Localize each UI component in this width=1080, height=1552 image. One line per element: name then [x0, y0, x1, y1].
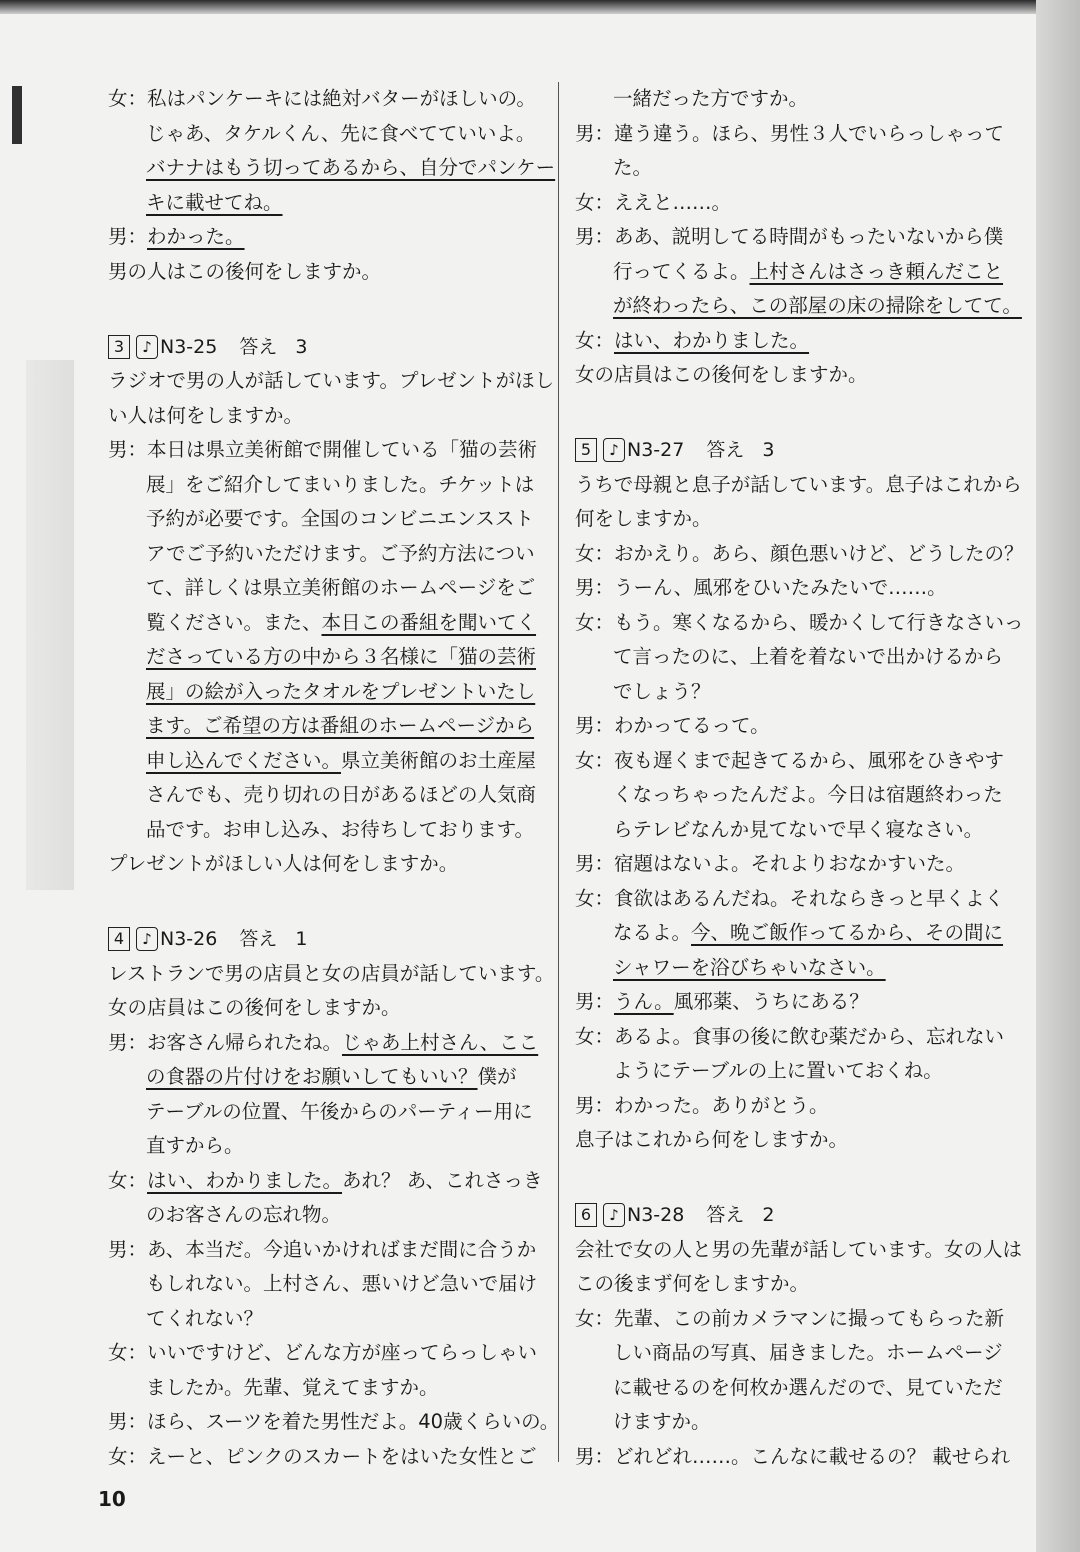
- audio-note-icon: ♪: [136, 927, 158, 951]
- right-column: [575, 82, 1023, 1474]
- left-column: [108, 82, 560, 1474]
- dialogue-text: に載せるのを何枚か選んだので、見ていただ: [613, 1375, 1003, 1399]
- dialogue-line: [575, 1020, 1023, 1055]
- dialogue-text: アでご予約いただけます。ご予約方法につい: [146, 541, 535, 565]
- speaker-label: 女：: [108, 1341, 148, 1364]
- dialogue-line: [108, 571, 544, 606]
- underlined-text: 申し込んでください。: [146, 748, 342, 772]
- question-header: [575, 433, 1023, 468]
- speaker-label: 女：: [575, 541, 615, 565]
- speaker-label: 男：: [108, 438, 148, 461]
- question-line: プレゼントがほしい人は何をしますか。: [108, 852, 459, 875]
- dialogue-line: [108, 117, 544, 152]
- answer-value: 3: [295, 335, 308, 358]
- dialogue-line: [108, 1336, 544, 1371]
- dialogue-line: [575, 571, 1023, 606]
- dialogue-text: おかえり。あら、顔色悪いけど、どうしたの？: [614, 541, 1024, 565]
- question-line: 息子はこれから何をしますか。: [575, 1128, 849, 1151]
- underlined-text: ださっている方の中から３名様に「猫の芸術: [146, 645, 537, 668]
- underlined-text: が終わったら、この部屋の床の掃除をしてて。: [613, 294, 1022, 317]
- dialogue-text: いいですけど、どんな方が座ってらっしゃい: [147, 1341, 538, 1364]
- speaker-label: 女：: [575, 190, 615, 214]
- audio-note-icon: ♪: [603, 1203, 625, 1227]
- dialogue-text: た。: [613, 156, 653, 179]
- dialogue-line: [575, 882, 1023, 917]
- dialogue-line: [108, 606, 544, 641]
- dialogue-line: [575, 220, 1023, 255]
- dialogue-line: [575, 1371, 1023, 1406]
- track-id: N3-26: [160, 928, 218, 950]
- question-text: 男の人はこの後何をしますか。: [108, 259, 382, 283]
- underlined-text: わかった。: [147, 225, 245, 248]
- dialogue-line: [108, 537, 544, 572]
- dialogue-line: [108, 1371, 544, 1406]
- dialogue-line: [575, 675, 1023, 710]
- underlined-text: ます。ご希望の方は番組のホームページから: [146, 714, 535, 737]
- question-intro: 女の店員はこの後何をしますか。: [108, 996, 401, 1019]
- question-intro: ラジオで男の人が話しています。プレゼントがほし: [108, 369, 555, 392]
- dialogue-text: 宿題はないよ。それよりおなかすいた。: [614, 852, 966, 875]
- scan-right-edge: [1036, 0, 1080, 1552]
- spacer: [575, 1158, 1023, 1193]
- page-number: 10: [98, 1487, 126, 1511]
- dialogue-text: あれ？ あ、これさっき: [342, 1168, 543, 1192]
- dialogue-line: [575, 916, 1023, 951]
- dialogue-text: 覧ください。また、: [146, 610, 322, 634]
- dialogue-line: [575, 744, 1023, 779]
- dialogue-line: [575, 186, 1023, 221]
- dialogue-text: 県立美術館のお土産屋: [341, 748, 537, 772]
- underlined-text: の食器の片付けをお願いしてもいい？: [146, 1065, 478, 1088]
- dialogue-line: [108, 709, 544, 744]
- speaker-label: 女：: [575, 886, 615, 910]
- dialogue-text: どれどれ……。こんなに載せるの？ 載せられ: [614, 1444, 1011, 1468]
- dialogue-text: らテレビなんか見てないで早く寝なさい。: [613, 817, 984, 841]
- dialogue-line: [575, 1302, 1023, 1337]
- dialogue-text: 先輩、この前カメラマンに撮ってもらった新: [614, 1306, 1005, 1330]
- speaker-label: 男：: [108, 1030, 148, 1054]
- dialogue-text: テーブルの位置、午後からのパーティー用に: [146, 1099, 533, 1123]
- speaker-label: 男：: [575, 852, 615, 875]
- dialogue-line: [575, 289, 1023, 324]
- dialogue-line: [575, 151, 1023, 186]
- question-line: [575, 358, 1023, 393]
- speaker-label: 男：: [108, 1410, 148, 1433]
- dialogue-line: [575, 951, 1023, 986]
- answer-label: 答え: [706, 1204, 745, 1226]
- dialogue-text: くなっちゃったんだよ。今日は宿題終わった: [613, 783, 1003, 806]
- dialogue-line: [575, 813, 1023, 848]
- question-header: [575, 1198, 1023, 1233]
- underlined-text: キに載せてね。: [146, 190, 283, 214]
- question-number: 5: [575, 438, 597, 462]
- question-number: 6: [575, 1203, 597, 1227]
- dialogue-text: けますか。: [613, 1410, 711, 1433]
- speaker-label: 女：: [575, 610, 615, 634]
- underlined-text: 今、晩ご飯作ってるから、その間に: [691, 921, 1004, 944]
- dialogue-line: [108, 1440, 544, 1475]
- dialogue-line: [108, 1060, 544, 1095]
- answer-label: 答え: [239, 928, 278, 950]
- question-text: 女の店員はこの後何をしますか。: [575, 363, 868, 386]
- dialogue-line: [108, 433, 544, 468]
- dialogue-line: [575, 1405, 1023, 1440]
- dialogue-line: [108, 186, 544, 221]
- dialogue-text: て言ったのに、上着を着ないで出かけるから: [613, 645, 1004, 668]
- dialogue-line: [575, 255, 1023, 290]
- dialogue-text: 風邪薬、うちにある？: [673, 990, 869, 1013]
- spacer: [108, 882, 544, 917]
- spacer: [575, 393, 1023, 428]
- dialogue-text: 本日は県立美術館で開催している「猫の芸術: [147, 438, 538, 461]
- dialogue-line: [108, 468, 544, 503]
- dialogue-line: [575, 1336, 1023, 1371]
- dialogue-line: [108, 1267, 544, 1302]
- dialogue-text: じゃあ、タケルくん、先に食べてていいよ。: [146, 121, 536, 145]
- speaker-label: 男：: [575, 225, 615, 248]
- speaker-label: 女：: [575, 328, 615, 352]
- dialogue-line: [108, 1129, 544, 1164]
- dialogue-text: 行ってくるよ。: [613, 259, 750, 283]
- dialogue-text: 私はパンケーキには絶対バターがほしいの。: [147, 87, 536, 110]
- speaker-label: 女：: [575, 1306, 615, 1330]
- underlined-text: シャワーを浴びちゃいなさい。: [613, 955, 886, 979]
- dialogue-text: あ、本当だ。今追いかければまだ間に合うか: [147, 1237, 537, 1261]
- margin-strip: [26, 360, 74, 890]
- dialogue-text: 展」をご紹介してまいりました。チケットは: [146, 472, 535, 496]
- dialogue-line: [108, 82, 544, 117]
- dialogue-line: [575, 117, 1023, 152]
- speaker-label: 男：: [108, 225, 148, 248]
- question-intro: い人は何をしますか。: [108, 403, 304, 427]
- dialogue-text: ええと……。: [614, 190, 732, 214]
- speaker-label: 男：: [575, 1093, 615, 1117]
- underlined-text: バナナはもう切ってあるから、自分でパンケー: [146, 156, 556, 179]
- dialogue-text: 違う違う。ほら、男性３人でいらっしゃって: [614, 121, 1005, 145]
- track-id: N3-27: [627, 439, 685, 461]
- answer-value: 1: [295, 928, 308, 950]
- dialogue-line: [575, 606, 1023, 641]
- underlined-text: 上村さんはさっき頼んだこと: [749, 259, 1004, 283]
- dialogue-line: [108, 220, 544, 255]
- dialogue-line: [108, 1302, 544, 1337]
- scan-top-edge: [0, 0, 1080, 14]
- dialogue-text: ほら、スーツを着た男性だよ。40歳くらいの。: [147, 1410, 560, 1433]
- dialogue-text: なるよ。: [613, 921, 692, 944]
- dialogue-line: [575, 778, 1023, 813]
- dialogue-text: てくれない？: [146, 1306, 264, 1330]
- dialogue-text: ああ、説明してる時間がもったいないから僕: [614, 225, 1004, 248]
- dialogue-line: [108, 1233, 544, 1268]
- dialogue-line: [108, 1164, 544, 1199]
- dialogue-text: でしょう？: [613, 679, 711, 703]
- dialogue-text: のお客さんの忘れ物。: [146, 1203, 342, 1226]
- dialogue-line: [575, 985, 1023, 1020]
- question-header: [108, 922, 544, 957]
- dialogue-text: 予約が必要です。全国のコンビニエンススト: [146, 507, 534, 530]
- answer-label: 答え: [706, 439, 745, 461]
- answer-value: 2: [762, 1204, 775, 1226]
- column-divider: [558, 82, 559, 1462]
- page-edge-tab: [12, 86, 22, 144]
- speaker-label: 男：: [575, 714, 615, 737]
- dialogue-text: もう。寒くなるから、暖かくして行きなさいっ: [614, 610, 1024, 634]
- dialogue-text: 夜も遅くまで起きてるから、風邪をひきやす: [614, 748, 1005, 772]
- underlined-text: はい、わかりました。: [614, 328, 810, 352]
- speaker-label: 女：: [575, 748, 615, 772]
- question-number: 3: [108, 335, 130, 359]
- dialogue-line: [575, 1054, 1023, 1089]
- dialogue-line: [575, 82, 1023, 117]
- question-intro: うちで母親と息子が話しています。息子はこれから: [575, 472, 1022, 496]
- dialogue-line: [575, 1089, 1023, 1124]
- question-intro: 会社で女の人と男の先輩が話しています。女の人は: [575, 1237, 1022, 1261]
- speaker-label: 女：: [108, 1444, 148, 1468]
- underlined-text: うん。: [614, 990, 674, 1013]
- dialogue-text: うーん、風邪をひいたみたいで……。: [614, 576, 947, 599]
- audio-note-icon: ♪: [136, 335, 158, 359]
- speaker-label: 男：: [575, 990, 615, 1013]
- speaker-label: 女：: [575, 1024, 615, 1048]
- dialogue-line: [575, 537, 1023, 572]
- question-line: [108, 255, 544, 290]
- dialogue-text: 品です。お申し込み、お待ちしております。: [146, 817, 535, 841]
- underlined-text: 展」の絵が入ったタオルをプレゼントいたし: [146, 679, 536, 703]
- dialogue-text: て、詳しくは県立美術館のホームページをご: [146, 576, 536, 599]
- underlined-text: じゃあ上村さん、ここ: [342, 1030, 539, 1054]
- dialogue-text: わかってるって。: [614, 714, 770, 737]
- underlined-text: 本日この番組を聞いてく: [321, 610, 537, 634]
- dialogue-line: [108, 1026, 544, 1061]
- dialogue-line: [108, 1095, 544, 1130]
- dialogue-text: 食欲はあるんだね。それならきっと早くよく: [614, 886, 1005, 910]
- dialogue-line: [108, 151, 556, 186]
- dialogue-line: [575, 640, 1023, 675]
- dialogue-line: [108, 1198, 544, 1233]
- underlined-text: はい、わかりました。: [147, 1168, 343, 1192]
- dialogue-line: [108, 813, 544, 848]
- dialogue-line: [108, 744, 544, 779]
- track-id: N3-28: [627, 1204, 685, 1226]
- dialogue-text: ましたか。先輩、覚えてますか。: [146, 1375, 439, 1399]
- dialogue-text: しい商品の写真、届きました。ホームページ: [613, 1341, 1003, 1364]
- dialogue-text: もしれない。上村さん、悪いけど急いで届け: [146, 1272, 538, 1295]
- answer-value: 3: [762, 439, 775, 461]
- dialogue-line: [575, 847, 1023, 882]
- dialogue-line: [108, 778, 544, 813]
- dialogue-text: 僕が: [477, 1065, 517, 1088]
- speaker-label: 女：: [108, 1168, 148, 1192]
- audio-note-icon: ♪: [603, 438, 625, 462]
- dialogue-line: [108, 640, 544, 675]
- dialogue-line: [575, 1440, 1023, 1475]
- spacer: [108, 289, 544, 324]
- dialogue-text: お客さん帰られたね。: [147, 1030, 343, 1054]
- dialogue-text: ようにテーブルの上に置いておくね。: [613, 1059, 943, 1082]
- question-intro: この後まず何をしますか。: [575, 1272, 810, 1295]
- speaker-label: 男：: [575, 1444, 615, 1468]
- speaker-label: 男：: [108, 1237, 148, 1261]
- dialogue-text: 直すから。: [146, 1134, 244, 1157]
- question-intro: 何をしますか。: [575, 507, 712, 530]
- question-header: [108, 330, 544, 365]
- dialogue-text: えーと、ピンクのスカートをはいた女性とご: [147, 1444, 537, 1468]
- dialogue-line: [108, 675, 544, 710]
- speaker-label: 女：: [108, 87, 148, 110]
- dialogue-text: わかった。ありがとう。: [614, 1093, 829, 1117]
- speaker-label: 男：: [575, 121, 615, 145]
- answer-label: 答え: [239, 335, 278, 358]
- dialogue-text: 一緒だった方ですか。: [613, 87, 809, 110]
- question-intro: レストランで男の店員と女の店員が話しています。: [108, 961, 555, 985]
- question-number: 4: [108, 927, 130, 951]
- dialogue-line: [108, 502, 544, 537]
- dialogue-text: あるよ。食事の後に飲む薬だから、忘れない: [614, 1024, 1005, 1048]
- dialogue-line: [108, 1405, 560, 1440]
- dialogue-line: [575, 709, 1023, 744]
- speaker-label: 男：: [575, 576, 615, 599]
- dialogue-line: [575, 324, 1023, 359]
- dialogue-text: さんでも、売り切れの日があるほどの人気商: [146, 783, 537, 806]
- track-id: N3-25: [160, 335, 218, 358]
